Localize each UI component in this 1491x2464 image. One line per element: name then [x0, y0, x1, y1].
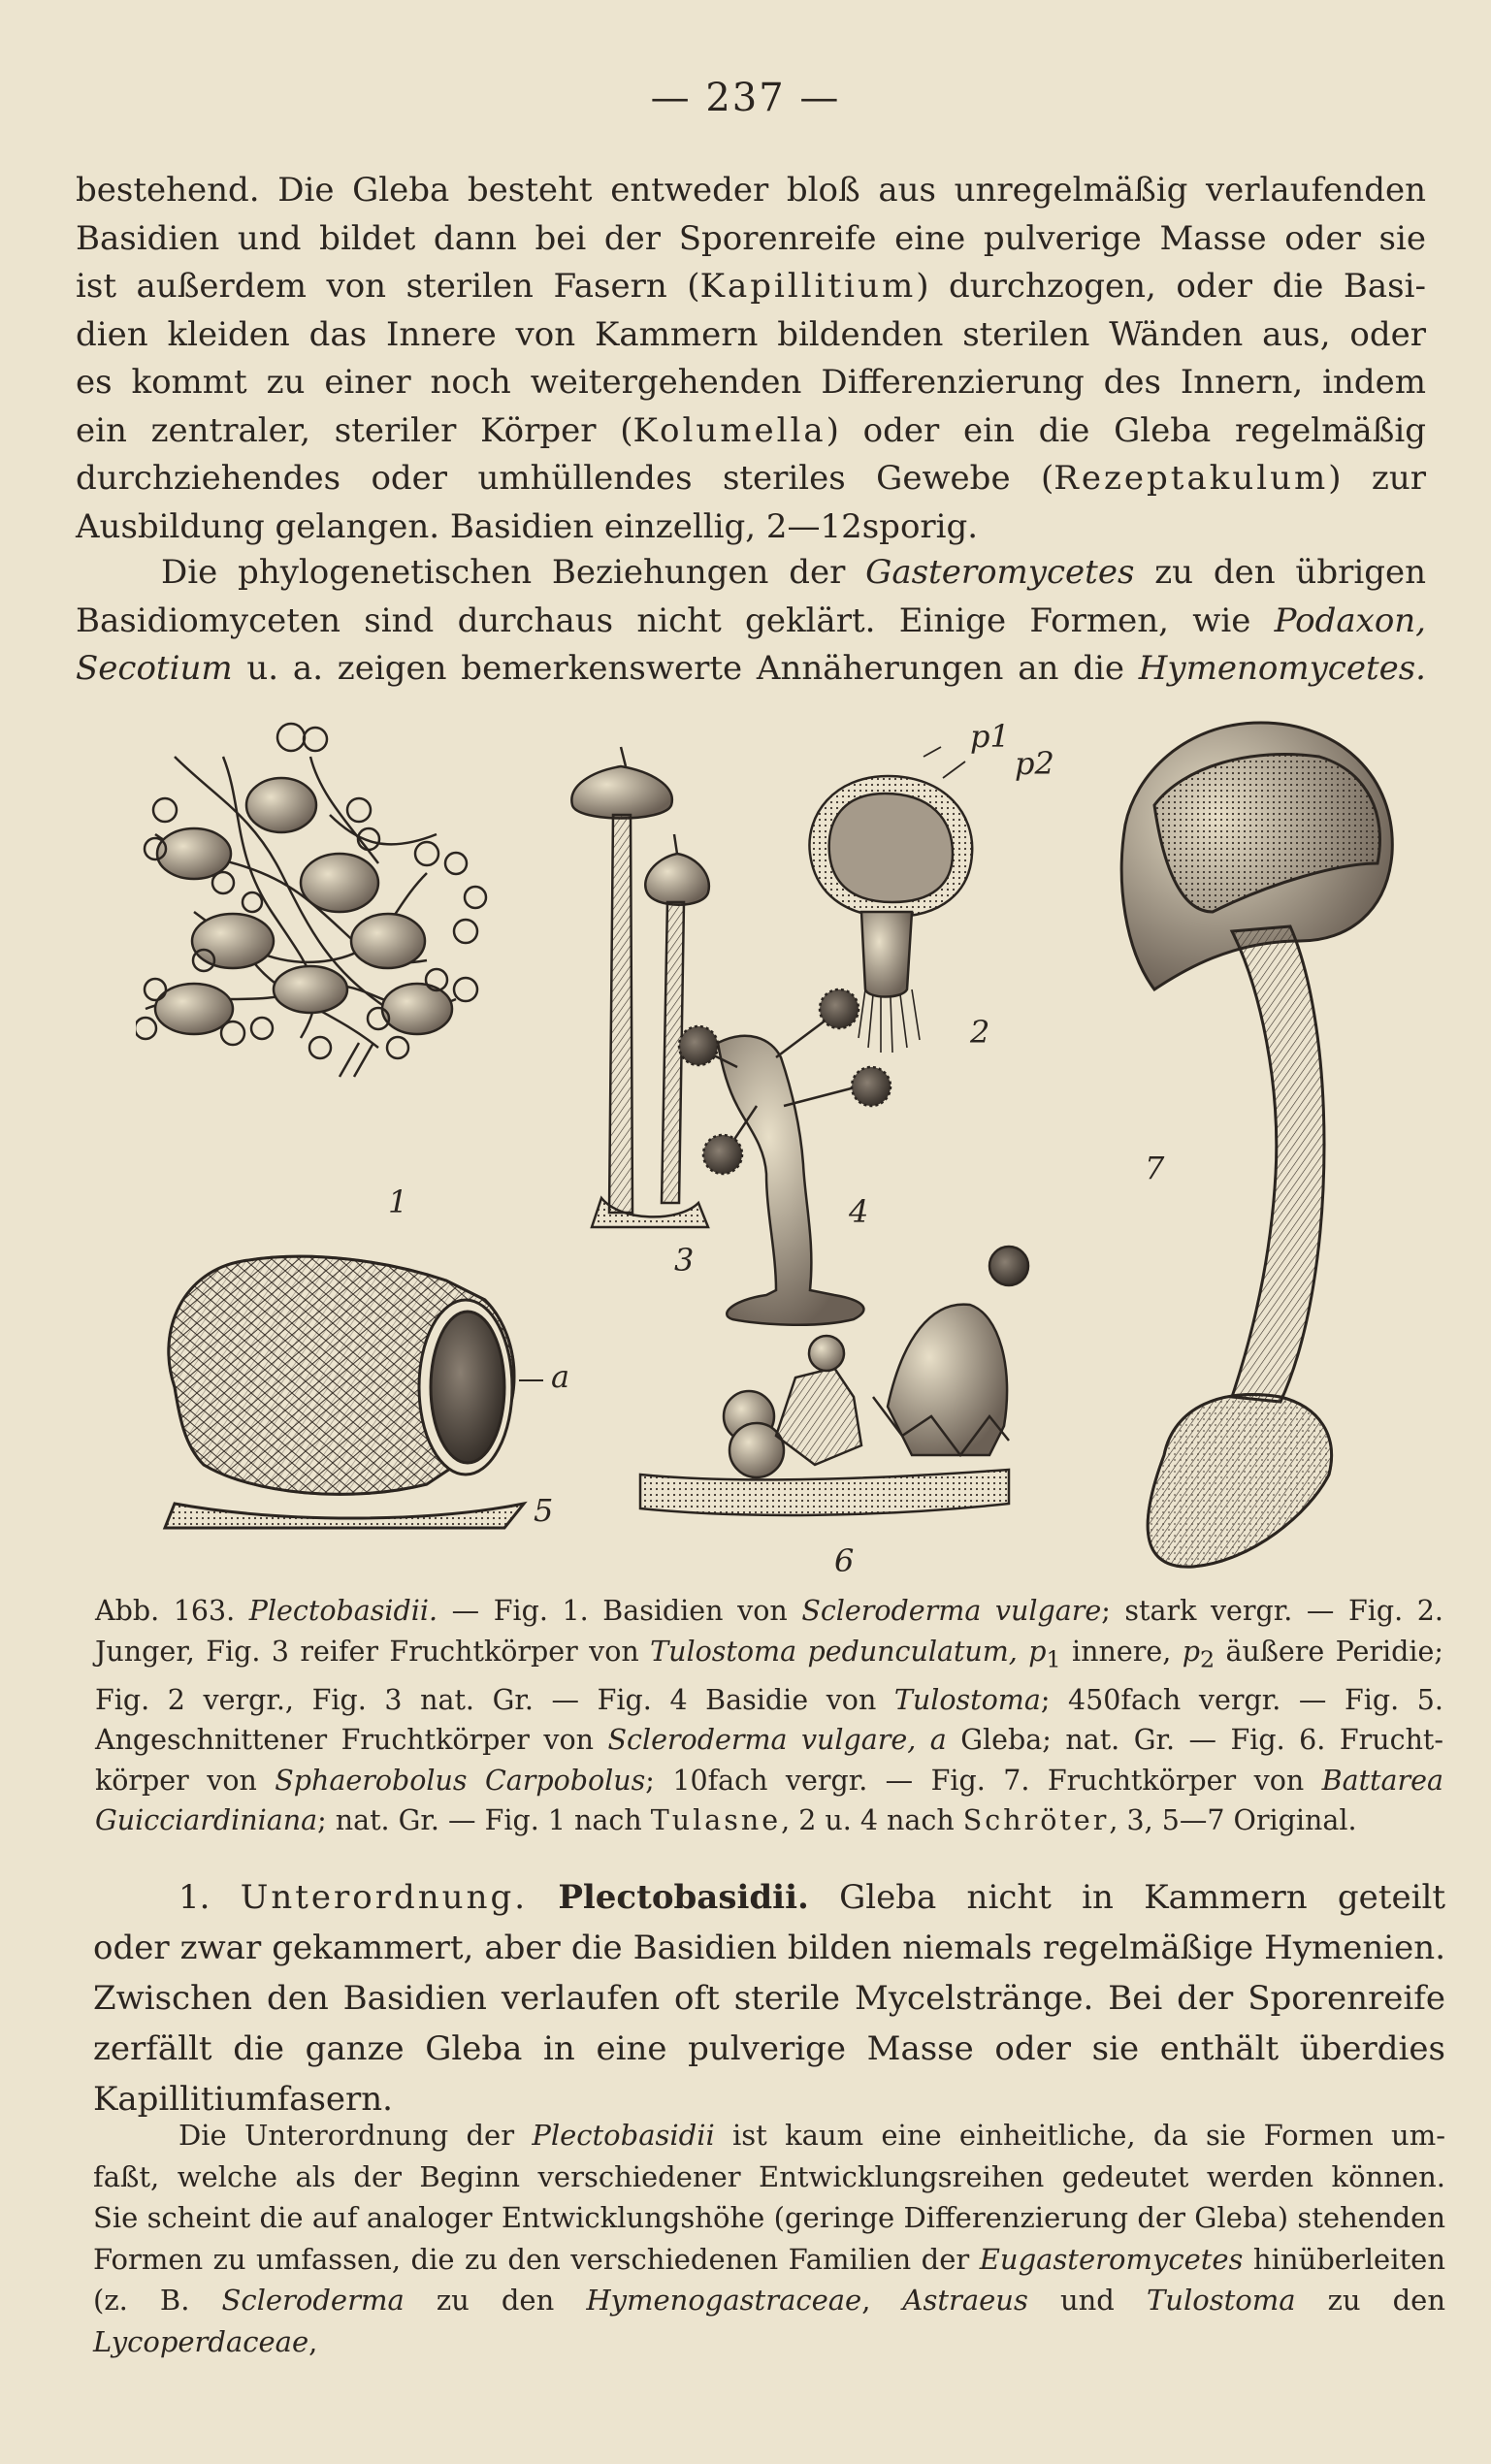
- label-fig-2: 2: [970, 1014, 990, 1051]
- text-line: durchziehendes oder umhüllendes steriles Gewebe (Rezeptakulum) zur: [76, 459, 1426, 498]
- caption-line: Abb. 163. Plectobasidii. — Fig. 1. Basidien von Scleroderma vulgare; stark vergr. — Fig. 2.: [95, 1595, 1443, 1627]
- label-p2: p2: [1015, 745, 1054, 782]
- text-line: faßt, welche als der Beginn verschiedener Entwicklungsreihen gedeutet werden können.: [93, 2159, 1445, 2193]
- text-line: Die Unterordnung der Plectobasidii ist kaum eine einheitliche, da sie Formen um-: [178, 2119, 1445, 2152]
- text-line: Basidiomyceten sind durchaus nicht geklärt. Einige Formen, wie Podaxon,: [76, 600, 1426, 640]
- text-line: ein zentraler, steriler Körper (Kolumella) oder ein die Gleba regelmäßig: [76, 410, 1426, 450]
- caption-line: Fig. 2 vergr., Fig. 3 nat. Gr. — Fig. 4 Basidie von Tulostoma; 450fach vergr. — Fig. 5.: [95, 1683, 1443, 1716]
- text-line: ist außerdem von sterilen Fasern (Kapillitium) durchzogen, oder die Basi-: [76, 267, 1426, 306]
- text-line: 1. Unterordnung. Plectobasidii. Gleba nicht in Kammern geteilt: [178, 1878, 1445, 1917]
- term-rezeptakulum: Rezeptakulum: [1053, 459, 1329, 498]
- text-line: Formen zu umfassen, die zu den verschiedenen Familien der Eugasteromycetes hinüberleiten: [93, 2242, 1445, 2276]
- caption-line: körper von Sphaerobolus Carpobolus; 10fach vergr. — Fig. 7. Fruchtkörper von Battarea: [95, 1764, 1443, 1797]
- paragraph-phylogeny: [76, 549, 1426, 694]
- text-line: Die phylogenetischen Beziehungen der Gasteromycetes zu den übrigen: [161, 553, 1426, 592]
- fig3-tulostoma-mature: [571, 747, 709, 1227]
- term-kapillitium: Kapillitium: [699, 267, 917, 306]
- text-line: es kommt zu einer noch weitergehenden Differenzierung des Innern, indem: [76, 363, 1426, 402]
- label-fig-6: 6: [834, 1542, 855, 1579]
- paragraph-suborder-plectobasidii: [93, 1872, 1445, 2124]
- fig5-scleroderma-cut: [165, 1256, 543, 1528]
- text-line: Sie scheint die auf analoger Entwicklungshöhe (geringe Differenzierung der Gleba) stehenden: [93, 2201, 1445, 2234]
- label-fig-1: 1: [388, 1183, 408, 1220]
- text-line: Kapillitiumfasern.: [93, 2080, 393, 2119]
- figure-caption: [95, 1591, 1443, 1841]
- text-line: Basidien und bildet dann bei der Sporenreife eine pulverige Masse oder sie: [76, 218, 1426, 258]
- label-fig-3: 3: [674, 1242, 695, 1279]
- label-fig-4: 4: [849, 1193, 869, 1230]
- paragraph-suborder-discussion: [93, 2115, 1445, 2362]
- text-line: Ausbildung gelangen. Basidien einzellig, 2—12sporig.: [76, 506, 979, 546]
- caption-line: Junger, Fig. 3 reifer Fruchtkörper von Tulostoma pedunculatum, $p_1$ innere, $p_2$ äußere Peridie;: [95, 1635, 1443, 1673]
- fig1-tail-strokes: [340, 1043, 373, 1077]
- text-line: oder zwar gekammert, aber die Basidien bilden niemals regelmäßige Hymenien.: [93, 1929, 1445, 1967]
- caption-line: Angeschnittener Fruchtkörper von Scleroderma vulgare, a Gleba; nat. Gr. — Fig. 6. Frucht-: [95, 1724, 1444, 1757]
- fig1-basidia-network: [136, 724, 486, 1058]
- text-line: bestehend. Die Gleba besteht entweder bloß aus unregelmäßig verlaufenden: [76, 171, 1426, 210]
- fig4-tulostoma-basidium: [679, 989, 891, 1325]
- text-line: zerfällt die ganze Gleba in eine pulverige Masse oder sie enthält überdies: [93, 2029, 1445, 2068]
- text-line: (z. B. Scleroderma zu den Hymenogastraceae, Astraeus und Tulostoma zu den Lycoperdaceae,: [93, 2284, 1446, 2358]
- figure-plectobasidii-illustration: [136, 718, 1397, 1581]
- fig6-sphaerobolus-fruit-bodies: [640, 1247, 1028, 1515]
- text-line: Zwischen den Basidien verlaufen oft sterile Mycelstränge. Bei der Sporenreife: [93, 1979, 1445, 2018]
- term-kolumella: Kolumella: [632, 410, 827, 450]
- label-gleba-a: a: [551, 1358, 570, 1395]
- label-p1: p1: [970, 718, 1010, 755]
- page-number: — 237 —: [650, 76, 841, 120]
- fig7-battarea-fruit-body: [1121, 723, 1392, 1567]
- text-line: dien kleiden das Innere von Kammern bildenden sterilen Wänden aus, oder: [76, 314, 1426, 354]
- caption-line: Guicciardiniana; nat. Gr. — Fig. 1 nach Tulasne, 2 u. 4 nach Schröter, 3, 5—7 Original.: [95, 1804, 1357, 1837]
- text-line: Secotium u. a. zeigen bemerkenswerte Annäherungen an die Hymenomycetes.: [76, 649, 1426, 688]
- paragraph-gleba-description: [76, 167, 1426, 551]
- label-fig-5: 5: [534, 1492, 554, 1529]
- label-fig-7: 7: [1145, 1150, 1165, 1186]
